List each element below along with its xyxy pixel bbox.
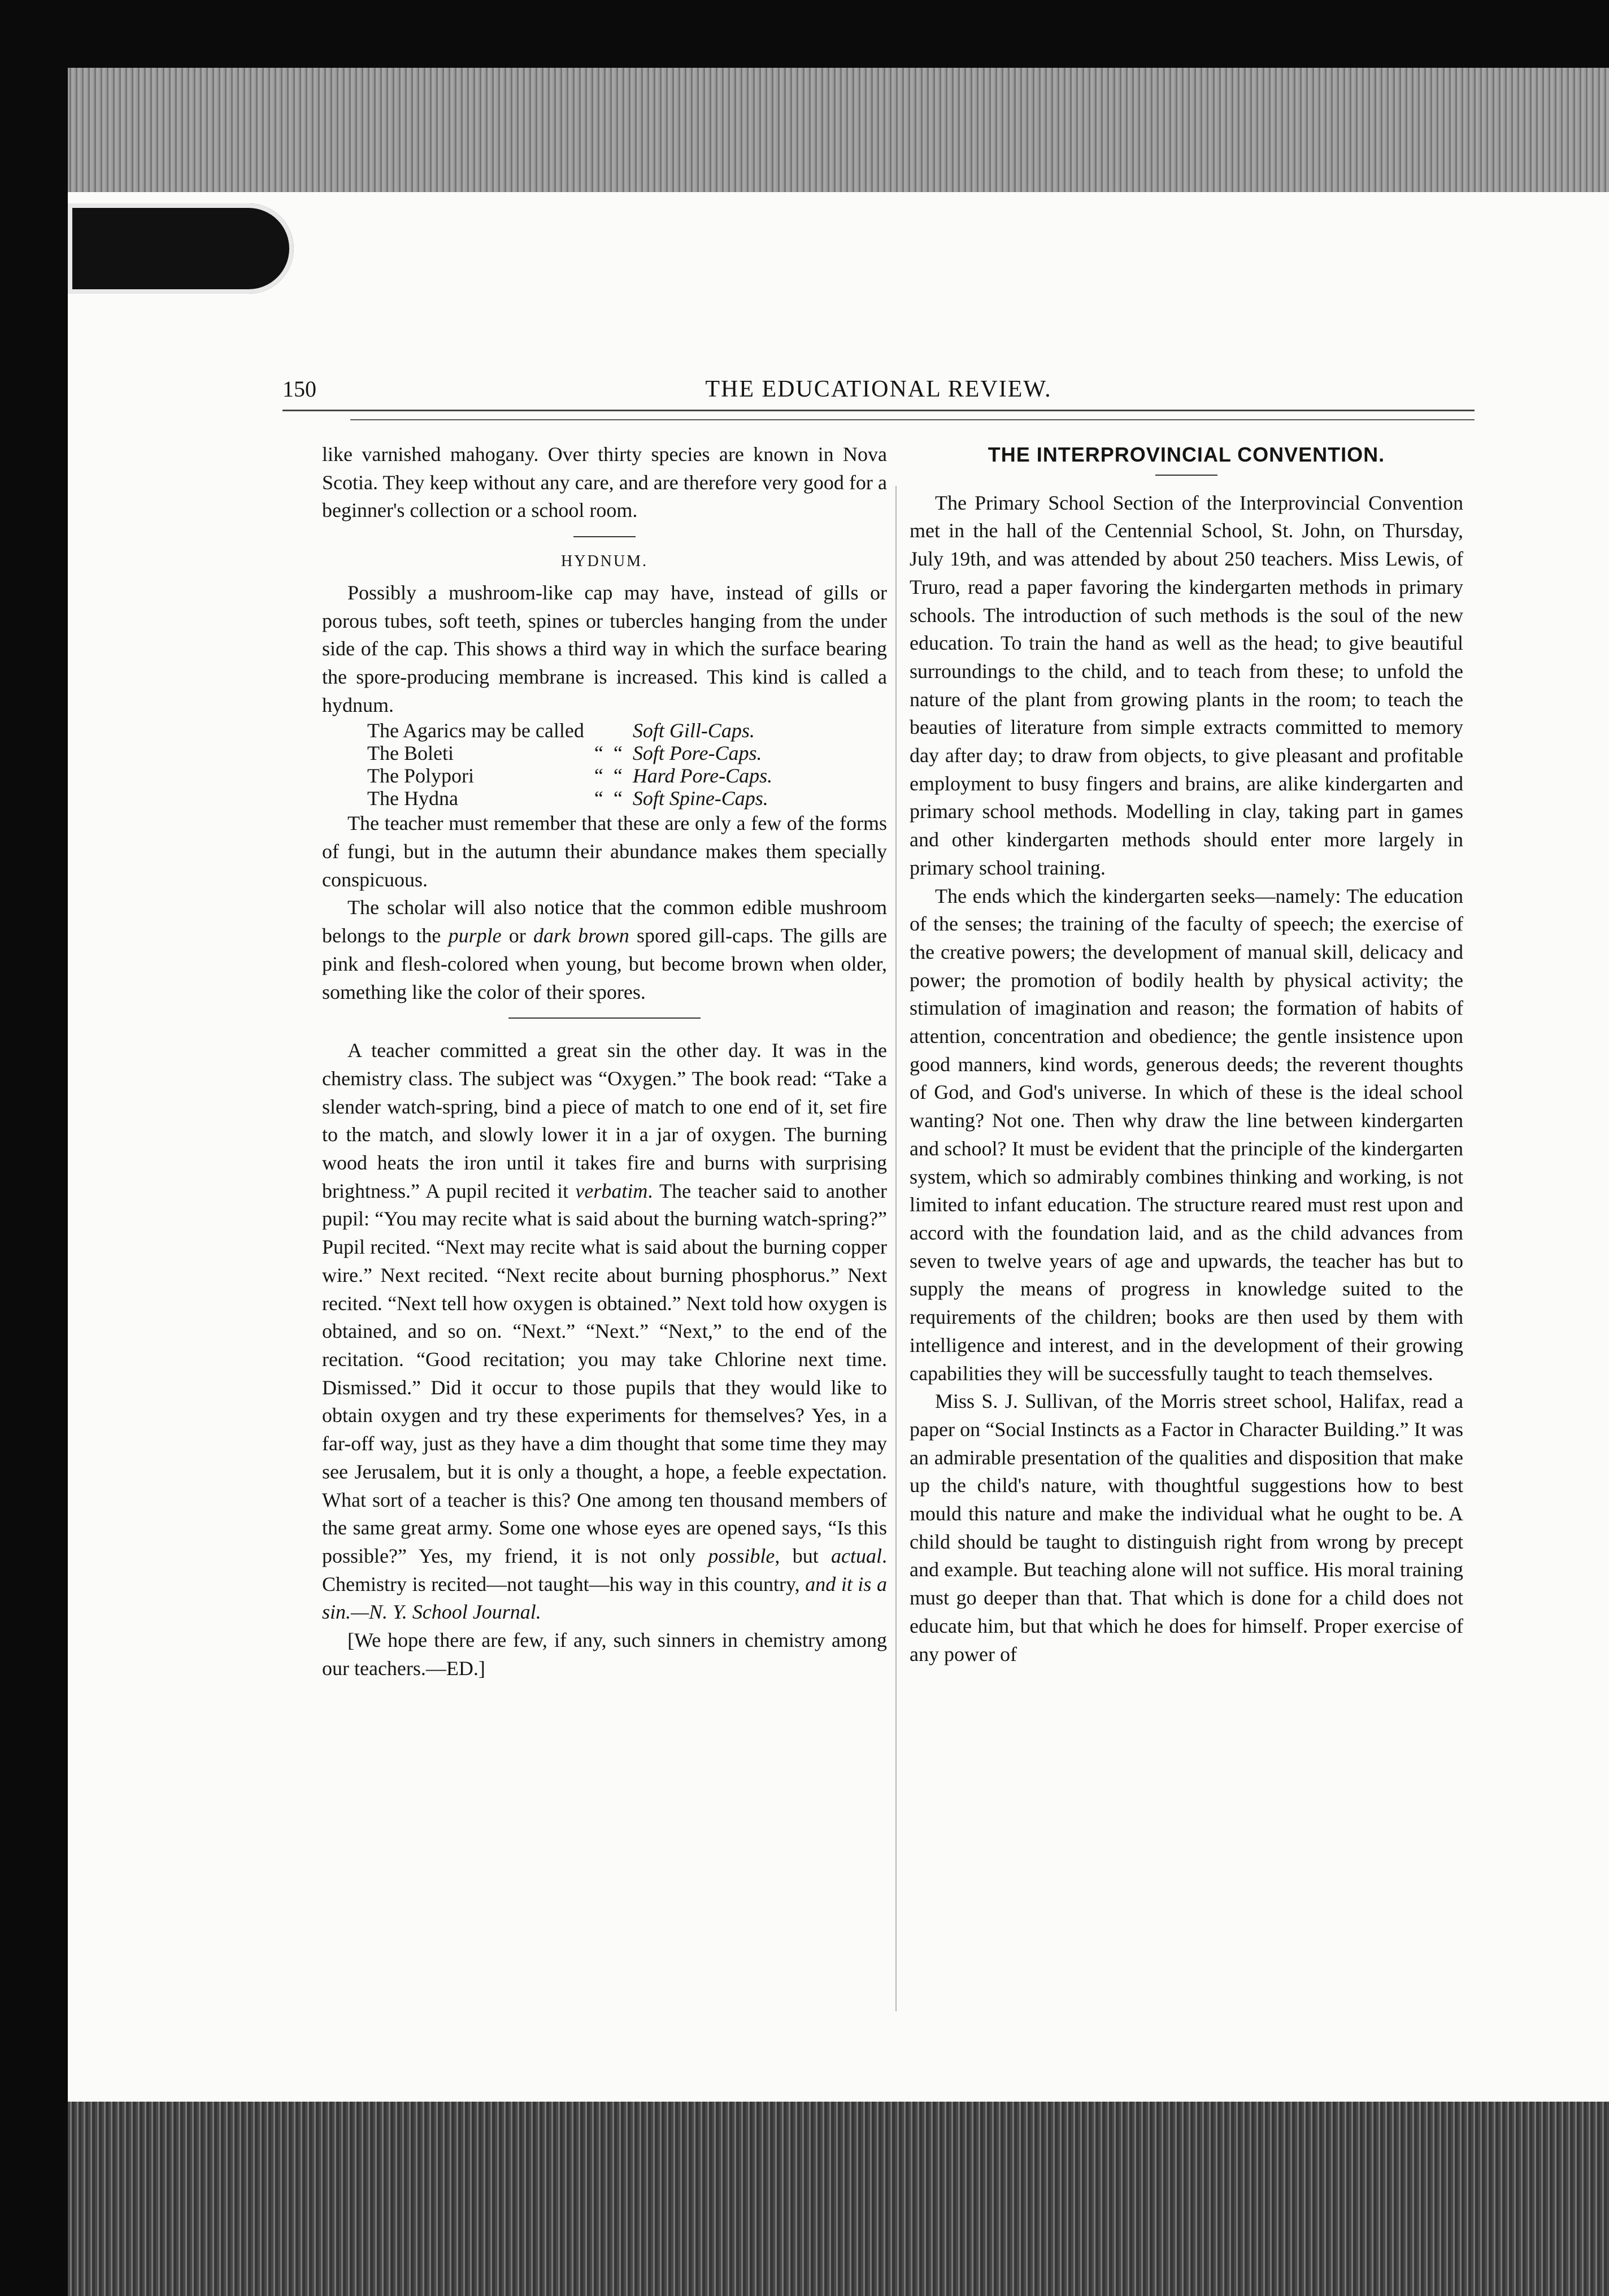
scan-bottom-edge: [68, 2102, 1609, 2296]
table-row: [367, 719, 782, 742]
paragraph: The teacher must remember that these are only a few of the forms of fungi, but in the autumn their abundance makes them specially conspicuous.: [322, 812, 887, 891]
table-row: [367, 764, 782, 787]
italic-text: verbatim: [575, 1179, 648, 1202]
fungi-name: The Polypori: [367, 764, 474, 788]
section-rule: [508, 1017, 701, 1019]
paragraph: [322, 1037, 887, 1627]
paragraph: [322, 894, 887, 1006]
paragraph: Possibly a mushroom-like cap may have, instead of gills or porous tubes, soft teeth, spines or tubercles hanging from the under side of the cap. This shows a third way in which the surface bearing the spore-producing membrane is increased. This kind is called a hydnum.: [322, 581, 887, 716]
paragraph: The ends which the kindergarten seeks—namely: The education of the senses; the training of the faculty of speech; the exercise of the creative powers; the development of manual skill, delicacy and power; the promotion of bodily health by physical activity; the stimulation of imagination and reason; the formation of habits of attention, concentration and obedience; the gentle insistence upon good manners, kind words, generous deeds; the reverent thoughts of God, and God's universe. In which of these is the ideal school wanting? Not one. Then why draw the line between kindergarten and school? It must be evident that the principle of the kindergarten system, which so admirably combines thinking and working, is not limited to infant education. The structure reared must rest upon and accord with the foundation laid, and as the child advances from seven to twelve years of age and upwards, the teacher has but to supply the means of progress in knowledge suited to the requirements of the children; books are then used by them with intelligence and interest, and in the development of their growing capabilities they will be successfully taught to teach themselves.: [910, 884, 1463, 1385]
text-run: , but: [775, 1544, 832, 1567]
fungi-name: The Agarics may be called: [367, 719, 584, 742]
article-title: THE INTERPROVINCIAL CONVENTION.: [988, 443, 1385, 466]
left-column: [322, 441, 887, 1682]
italic-text: and it is a sin.—N. Y. School Journal.: [322, 1572, 888, 1624]
paragraph: Miss S. J. Sullivan, of the Morris street school, Halifax, read a paper on “Social Instincts as a Factor in Character Building.” It was an admirable presentation of the qualities and disposition that make up the child's nature, with thoughtful suggestions how to best mould this nature and make the individual what he ought to be. A child should be taught to distinguish right from wrong by precept and example. But teaching alone will not suffice. His moral training must go deeper than that. That which is done for a child does not educate him, but that which he does for himself. Proper exercise of any power of: [910, 1390, 1463, 1666]
text-run: A teacher committed a great sin the other day. It was in the chemistry class. The subject was “Oxygen.” The book read: “Take a slender watch-spring, bind a piece of match to one end of it, set fire to the match, and slowly lower it in a jar of oxygen. The burning wood heats the iron until it takes fire and burns with surprising brightness.” A pupil recited it: [322, 1039, 887, 1202]
italic-text: actual: [831, 1544, 882, 1567]
ditto-mark: “: [613, 787, 623, 810]
fungi-description: Soft Gill-Caps.: [632, 719, 755, 742]
italic-text: possible: [708, 1544, 775, 1567]
fungi-table: [367, 719, 782, 810]
ditto-mark: “: [594, 742, 603, 765]
right-column: [910, 441, 1463, 1668]
fungi-description: Soft Spine-Caps.: [632, 787, 768, 810]
section-rule: [1155, 475, 1217, 476]
ditto-mark: “: [594, 787, 603, 810]
text-run: . Chemistry is recited—not taught—his way in this country,: [322, 1544, 887, 1595]
ditto-mark: [614, 719, 633, 742]
italic-text: dark brown: [533, 924, 629, 947]
header-rule: [350, 419, 1475, 420]
table-row: [367, 742, 782, 764]
scan-top-edge: [68, 68, 1609, 209]
fungi-description: Soft Pore-Caps.: [632, 742, 762, 765]
ditto-mark: [594, 719, 614, 742]
paragraph: The Primary School Section of the Interprovincial Convention met in the hall of the Centennial School, St. John, on Thursday, July 19th, and was attended by about 250 teachers. Miss Lewis, of Truro, read a paper favoring the kindergarten methods in primary schools. The introduction of such methods is the soul of the new education. To train the hand as well as the head; to give beautiful surroundings to the child, and to teach from these; to unfold the nature of the plant from growing plants in the room; to teach the beauties of literature from simple extracts committed to memory day after day; to draw from objects, to give pleasant and profitable employment to busy fingers and brains, are alike kindergarten and primary school methods. Modelling in clay, taking part in games and other kindergarten methods should enter more largely in primary school training.: [910, 491, 1463, 879]
text-run: or: [501, 924, 533, 947]
ditto-mark: “: [594, 764, 603, 788]
text-run: spored gill-caps. The gills are pink and flesh-colored when young, but become brown when older, something like the color of their spores.: [322, 924, 887, 1003]
paragraph: like varnished mahogany. Over thirty species are known in Nova Scotia. They keep without any care, and are therefore very good for a beginner's collection or a school room.: [322, 443, 887, 522]
section-rule: [573, 536, 636, 537]
ditto-mark: “: [613, 764, 623, 788]
column-divider: [895, 486, 897, 2011]
page-number: 150: [282, 376, 316, 402]
fungi-name: The Hydna: [367, 787, 458, 810]
text-run: The scholar will also notice that the common edible mushroom belongs to the: [322, 896, 887, 947]
page-header: [282, 376, 1475, 411]
table-row: [367, 787, 782, 810]
editor-note: [We hope there are few, if any, such sinners in chemistry among our teachers.—ED.]: [322, 1629, 887, 1680]
journal-title: THE EDUCATIONAL REVIEW.: [705, 376, 1052, 402]
section-heading: HYDNUM.: [561, 553, 648, 571]
italic-text: purple: [448, 924, 502, 947]
fungi-name: The Boleti: [367, 742, 454, 765]
ditto-mark: “: [613, 742, 623, 765]
fungi-description: Hard Pore-Caps.: [632, 764, 773, 788]
binder-clip: [68, 203, 294, 294]
text-run: . The teacher said to another pupil: “You may recite what is said about the burning watch-spring?” Pupil recited. “Next may recite what is said about the burning copper wire.” Next recited. “Next recite about burning phosphorus.” Next recited. “Next tell how oxygen is obtained.” Next told how oxygen is obtained, and so on. “Next.” “Next.” “Next,” to the end of the recitation. “Good recitation; you may take Chlorine next time. Dismissed.” Did it occur to those pupils that they would like to obtain oxygen and try these experiments for themselves? Yes, in a far-off way, just as they have a dim thought that some time they may see Jerusalem, but it is only a thought, a hope, a feeble expectation. What sort of a teacher is this? One among ten thousand members of the same great army. Some one whose eyes are opened says, “Is this possible?” Yes, my friend, it is not only: [322, 1179, 887, 1567]
